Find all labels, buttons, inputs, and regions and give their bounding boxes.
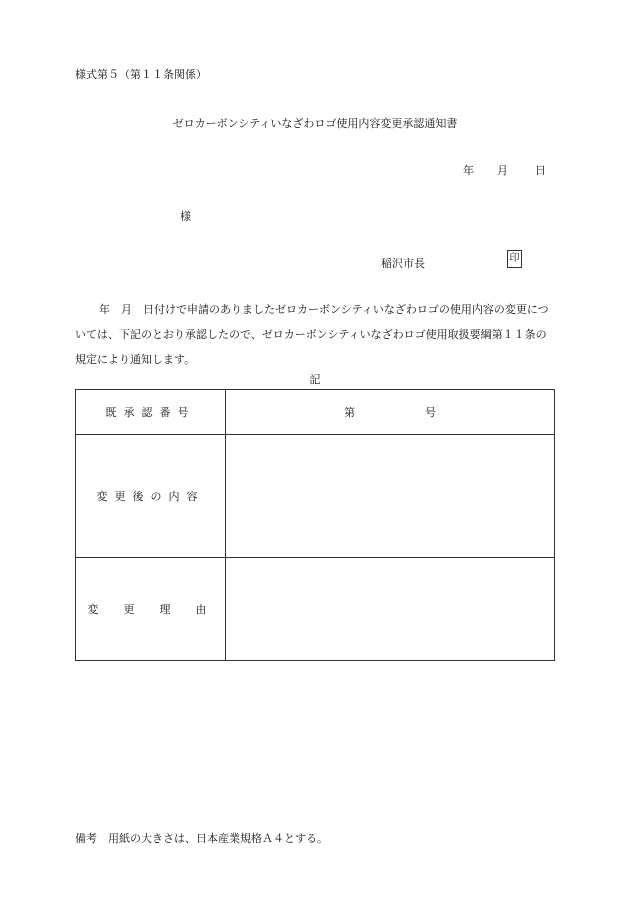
seal-box: 印 xyxy=(507,250,522,268)
date-day-label: 日 xyxy=(535,164,546,177)
approval-number-suffix: 号 xyxy=(425,406,436,419)
footnote: 備考 用紙の大きさは、日本産業規格Ａ４とする。 xyxy=(75,832,328,845)
document-title: ゼロカーボンシティいなざわロゴ使用内容変更承認通知書 xyxy=(172,117,458,130)
body-text: 年 月 日付けで申請のありましたゼロカーボンシティいなざわロゴの使用内容の変更については、下記のとおり承認したので、ゼロカーボンシティいなざわロゴ使用取扱要綱第１１条の規定により通知します。 xyxy=(75,303,549,366)
changed-content-label: 変更後の内容 xyxy=(76,435,226,558)
date-month-label: 月 xyxy=(497,164,508,177)
approval-number-label: 既承認番号 xyxy=(76,390,226,435)
table-row-change-reason xyxy=(76,558,555,661)
approval-number-prefix: 第 xyxy=(344,406,355,419)
date-year-label: 年 xyxy=(463,164,474,177)
change-reason-value xyxy=(226,558,555,661)
table-row-changed-content xyxy=(76,435,555,558)
changed-content-value xyxy=(226,435,555,558)
ki-label: 記 xyxy=(309,373,321,386)
addressee-suffix: 様 xyxy=(180,210,191,223)
form-number: 様式第５（第１１条関係） xyxy=(75,68,207,81)
change-reason-label: 変 更 理 由 xyxy=(76,558,226,661)
table-row-approval-number xyxy=(76,390,555,435)
detail-table xyxy=(75,389,555,661)
approval-number-value xyxy=(226,390,555,435)
issuer-name: 稲沢市長 xyxy=(381,257,425,270)
